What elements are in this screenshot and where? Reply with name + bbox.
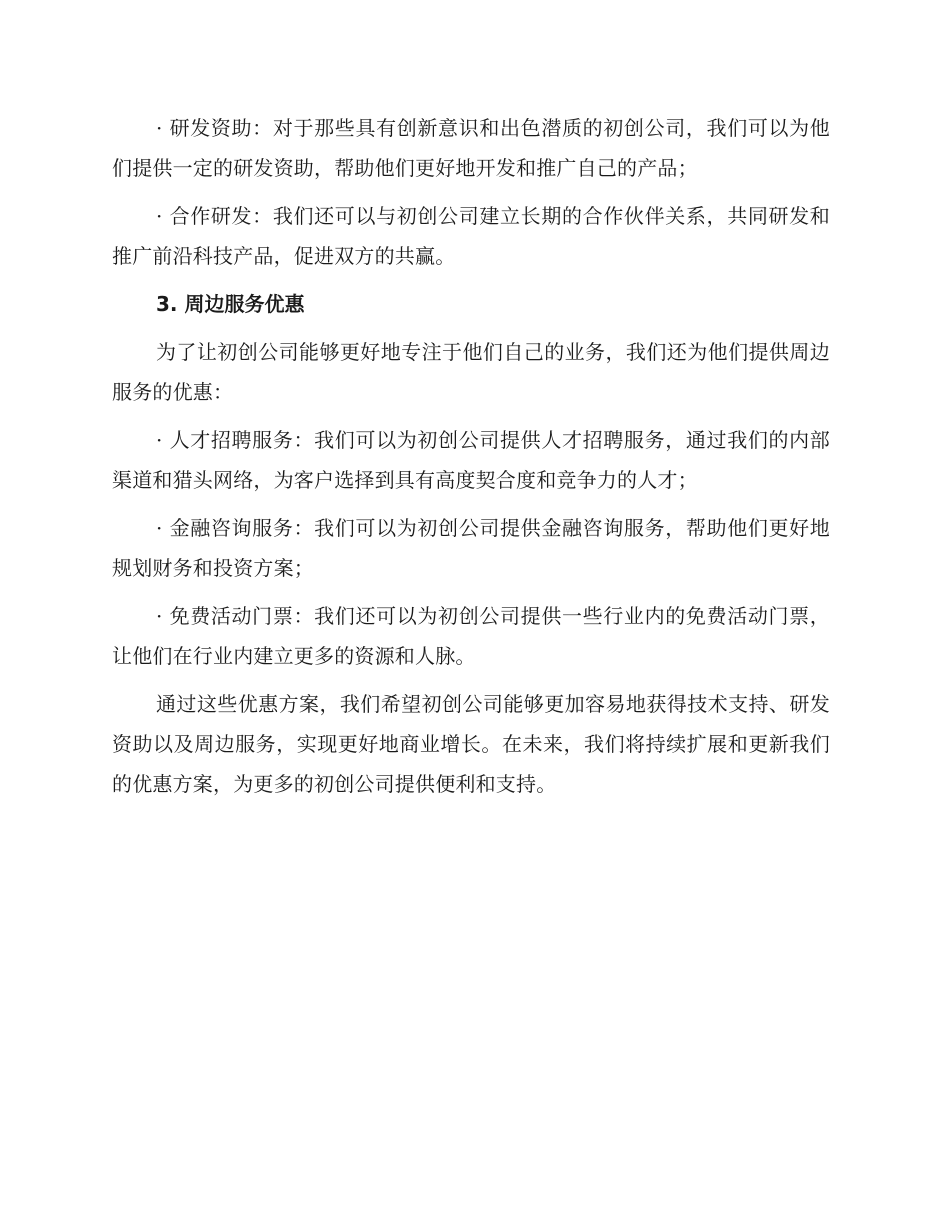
bullet-joint-rd: · 合作研发：我们还可以与初创公司建立长期的合作伙伴关系，共同研发和推广前沿科技产品，促进双方的共赢。 [112,204,830,268]
bullet-recruiting: · 人才招聘服务：我们可以为初创公司提供人才招聘服务，通过我们的内部渠道和猎头网络，为客户选择到具有高度契合度和竞争力的人才； [112,428,830,492]
conclusion-paragraph: 通过这些优惠方案，我们希望初创公司能够更加容易地获得技术支持、研发资助以及周边服务，实现更好地商业增长。在未来，我们将持续扩展和更新我们的优惠方案，为更多的初创公司提供便利和支持。 [112,692,830,796]
bullet-event-tickets: · 免费活动门票：我们还可以为初创公司提供一些行业内的免费活动门票，让他们在行业内建立更多的资源和人脉。 [112,604,830,668]
document-body [112,108,830,812]
section-heading: 3. 周边服务优惠 [156,292,305,316]
bullet-rd-funding: · 研发资助：对于那些具有创新意识和出色潜质的初创公司，我们可以为他们提供一定的研发资助，帮助他们更好地开发和推广自己的产品； [112,116,830,180]
bullet-finance-consulting: · 金融咨询服务：我们可以为初创公司提供金融咨询服务，帮助他们更好地规划财务和投资方案； [112,516,830,580]
section-intro: 为了让初创公司能够更好地专注于他们自己的业务，我们还为他们提供周边服务的优惠： [112,340,830,404]
